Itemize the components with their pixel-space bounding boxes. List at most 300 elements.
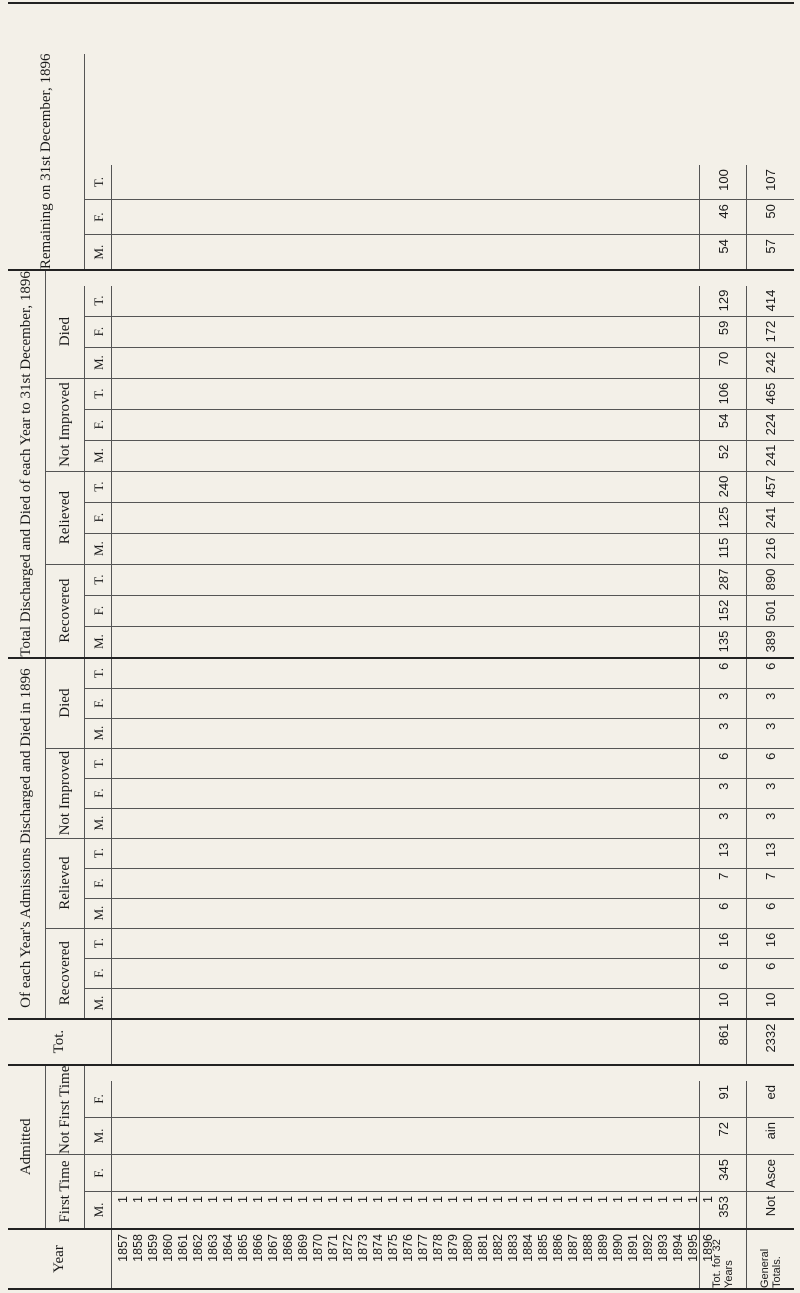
table-cell	[452, 1020, 467, 1064]
grand-total-cell: 6	[763, 752, 778, 760]
column-adm_notfirst_f	[85, 1081, 794, 1117]
table-cell	[655, 441, 670, 471]
table-cell	[612, 1118, 627, 1154]
table-cell	[174, 839, 189, 868]
table-cell	[655, 410, 670, 440]
table-cell: 1	[251, 1196, 265, 1203]
table-cell	[437, 317, 452, 347]
year-cell: 1894	[671, 1234, 686, 1262]
table-cell	[276, 1118, 291, 1154]
table-cell	[408, 627, 423, 657]
table-cell	[203, 839, 218, 868]
table-cell	[524, 689, 539, 718]
table-cell	[641, 534, 656, 564]
table-cell	[131, 1081, 146, 1117]
table-cell	[247, 959, 262, 988]
table-cell	[393, 235, 408, 269]
table-cell	[670, 869, 685, 898]
year-cell: 1871	[326, 1234, 341, 1262]
admitted-group-title: Admitted	[8, 1066, 46, 1228]
table-cell	[597, 596, 612, 626]
table-cell	[291, 959, 306, 988]
table-cell	[131, 869, 146, 898]
table-cell	[495, 1081, 510, 1117]
column-y_rel_m	[85, 898, 794, 928]
table-cell: 1	[431, 1196, 445, 1203]
table-cell	[116, 379, 131, 409]
table-cell	[364, 441, 379, 471]
table-cell	[262, 1081, 277, 1117]
table-cell	[131, 379, 146, 409]
table-cell	[262, 929, 277, 958]
subtotal-cell: 3	[700, 719, 747, 748]
table-cell	[276, 410, 291, 440]
table-cell	[116, 441, 131, 471]
table-cell	[291, 165, 306, 199]
table-cell	[189, 317, 204, 347]
table-cell	[160, 1081, 175, 1117]
year-cell: 1874	[371, 1234, 386, 1262]
table-cell	[641, 503, 656, 533]
table-cell	[423, 1020, 438, 1064]
table-cell	[335, 959, 350, 988]
table-cell	[233, 565, 248, 595]
table-cell	[189, 165, 204, 199]
table-cell	[495, 689, 510, 718]
table-cell	[189, 989, 204, 1018]
table-cell	[451, 689, 466, 718]
grand-total-cell: 13	[763, 842, 778, 858]
table-cell	[685, 659, 700, 688]
year-cell: 1888	[581, 1234, 596, 1262]
table-cell	[553, 503, 568, 533]
table-cell	[685, 379, 700, 409]
table-cell	[568, 317, 583, 347]
table-cell	[495, 989, 510, 1018]
table-cell	[524, 839, 539, 868]
table-cell	[335, 839, 350, 868]
table-cell	[320, 379, 335, 409]
table-cell	[393, 410, 408, 440]
table-cell	[553, 1081, 568, 1117]
table-cell	[233, 719, 248, 748]
table-cell	[349, 899, 364, 928]
table-cell	[116, 165, 131, 199]
table-cell	[495, 503, 510, 533]
table-cell	[145, 379, 160, 409]
table-cell	[437, 1020, 452, 1064]
table-cell: 1	[341, 1196, 355, 1203]
table-cell	[291, 1155, 306, 1191]
year-cell: 1863	[206, 1234, 221, 1262]
table-cell	[524, 1081, 539, 1117]
table-cell	[670, 534, 685, 564]
table-cell	[291, 200, 306, 234]
table-cell	[189, 689, 204, 718]
table-cell	[466, 899, 481, 928]
table-cell	[655, 1118, 670, 1154]
table-cell	[655, 869, 670, 898]
table-cell	[583, 317, 598, 347]
table-cell	[378, 839, 393, 868]
table-cell	[364, 1020, 379, 1064]
column-rem_f	[85, 199, 794, 234]
table-cell	[160, 929, 175, 958]
table-cell	[495, 472, 510, 502]
table-cell	[393, 317, 408, 347]
table-cell	[335, 869, 350, 898]
table-cell	[189, 503, 204, 533]
table-cell	[116, 596, 131, 626]
table-cell	[233, 929, 248, 958]
table-cell	[247, 899, 262, 928]
subheader-not_improved: Not Improved	[46, 749, 85, 838]
table-cell	[378, 929, 393, 958]
subtotal-cell: 3	[700, 809, 747, 838]
table-cell	[641, 1118, 656, 1154]
table-cell	[422, 200, 437, 234]
table-cell	[612, 659, 627, 688]
table-cell	[422, 779, 437, 808]
table-cell	[408, 689, 423, 718]
table-cell	[145, 959, 160, 988]
table-cell	[276, 809, 291, 838]
table-cell	[466, 989, 481, 1018]
table-cell	[145, 565, 160, 595]
table-cell	[626, 565, 641, 595]
table-cell	[291, 749, 306, 778]
table-cell	[568, 899, 583, 928]
table-cell	[466, 929, 481, 958]
table-cell	[116, 503, 131, 533]
table-cell	[378, 317, 393, 347]
letter-header: T.	[85, 165, 112, 199]
table-cell	[641, 1155, 656, 1191]
table-cell	[408, 959, 423, 988]
table-cell	[568, 1081, 583, 1117]
subtotal-cell: 240	[700, 472, 747, 502]
table-cell	[568, 565, 583, 595]
table-cell	[276, 565, 291, 595]
table-cell	[203, 1081, 218, 1117]
table-cell	[685, 235, 700, 269]
table-cell	[641, 719, 656, 748]
letter-header: F.	[85, 503, 112, 533]
table-cell	[466, 441, 481, 471]
table-cell	[539, 659, 554, 688]
table-cell	[422, 441, 437, 471]
year-cell: 1881	[476, 1234, 491, 1262]
table-cell	[685, 899, 700, 928]
letter-header: M.	[85, 627, 112, 657]
table-cell	[349, 379, 364, 409]
table-cell	[626, 472, 641, 502]
table-cell	[568, 441, 583, 471]
table-cell	[378, 779, 393, 808]
table-cell	[145, 809, 160, 838]
table-cell	[174, 899, 189, 928]
table-cell	[131, 1155, 146, 1191]
table-cell	[219, 1020, 234, 1064]
table-cell	[233, 1020, 248, 1064]
table-cell	[524, 749, 539, 778]
table-cell	[466, 749, 481, 778]
table-cell	[174, 379, 189, 409]
table-cell	[626, 989, 641, 1018]
table-cell	[480, 1118, 495, 1154]
table-cell	[320, 348, 335, 378]
table-cell	[495, 235, 510, 269]
table-cell	[262, 779, 277, 808]
table-cell	[510, 749, 525, 778]
table-cell	[218, 627, 233, 657]
table-cell	[320, 235, 335, 269]
table-cell: 1	[356, 1196, 370, 1203]
grand-total-cell: 501	[763, 599, 778, 622]
table-cell	[174, 1155, 189, 1191]
table-cell	[495, 1118, 510, 1154]
table-cell	[320, 286, 335, 316]
table-cell	[189, 959, 204, 988]
table-cell	[131, 839, 146, 868]
table-cell	[408, 472, 423, 502]
table-cell	[189, 1081, 204, 1117]
table-cell	[393, 929, 408, 958]
table-cell	[393, 596, 408, 626]
table-cell	[568, 809, 583, 838]
subtotal-cell: 353	[700, 1192, 747, 1228]
grand-total-cell: 241	[763, 506, 778, 529]
table-cell	[247, 1118, 262, 1154]
table-cell	[160, 503, 175, 533]
table-cell	[349, 348, 364, 378]
table-cell	[262, 627, 277, 657]
table-cell	[408, 1081, 423, 1117]
table-cell	[247, 779, 262, 808]
table-cell	[626, 1118, 641, 1154]
table-cell	[233, 534, 248, 564]
table-cell	[233, 410, 248, 440]
table-cell	[276, 659, 291, 688]
table-cell	[451, 627, 466, 657]
table-cell	[116, 235, 131, 269]
table-cell	[583, 472, 598, 502]
table-cell	[539, 749, 554, 778]
table-cell	[422, 749, 437, 778]
table-cell	[291, 441, 306, 471]
grand-total-cell: ain	[763, 1122, 778, 1140]
table-cell	[247, 1081, 262, 1117]
table-cell	[189, 348, 204, 378]
table-cell	[364, 839, 379, 868]
table-cell	[612, 534, 627, 564]
table-cell	[480, 286, 495, 316]
table-cell	[160, 659, 175, 688]
table-cell	[480, 1081, 495, 1117]
subheader-relieved: Relieved	[46, 472, 85, 564]
table-cell	[320, 503, 335, 533]
table-cell	[655, 317, 670, 347]
year-cell: 1885	[536, 1234, 551, 1262]
table-cell	[451, 348, 466, 378]
table-cell	[174, 627, 189, 657]
table-cell	[655, 1081, 670, 1117]
table-cell	[597, 959, 612, 988]
table-cell	[116, 200, 131, 234]
table-cell	[670, 565, 685, 595]
table-cell	[583, 899, 598, 928]
grand-total-cell: Not	[763, 1196, 778, 1217]
table-cell	[685, 989, 700, 1018]
table-cell	[437, 472, 452, 502]
table-cell	[480, 348, 495, 378]
table-cell	[335, 1020, 350, 1064]
table-cell	[524, 165, 539, 199]
table-cell	[408, 348, 423, 378]
column-y_d_t	[85, 659, 794, 688]
table-cell	[364, 596, 379, 626]
table-cell	[276, 379, 291, 409]
table-cell	[145, 235, 160, 269]
table-cell	[145, 1118, 160, 1154]
table-cell	[291, 379, 306, 409]
table-cell	[203, 689, 218, 718]
table-cell	[437, 779, 452, 808]
table-cell	[291, 839, 306, 868]
table-cell	[379, 1020, 394, 1064]
table-cell	[378, 989, 393, 1018]
table-cell	[655, 659, 670, 688]
table-cell	[306, 809, 321, 838]
table-cell: 1	[476, 1196, 490, 1203]
table-cell	[451, 165, 466, 199]
table-cell	[597, 989, 612, 1018]
table-cell	[233, 627, 248, 657]
subheader-not_first_time: Not First Time	[46, 1066, 85, 1154]
table-cell	[203, 565, 218, 595]
table-cell	[422, 689, 437, 718]
table-cell	[626, 348, 641, 378]
table-cell	[670, 779, 685, 808]
table-cell	[583, 1118, 598, 1154]
table-cell	[408, 749, 423, 778]
table-cell	[480, 959, 495, 988]
table-cell	[378, 596, 393, 626]
table-cell	[335, 1155, 350, 1191]
table-cell	[510, 348, 525, 378]
table-cell	[495, 596, 510, 626]
table-cell	[335, 719, 350, 748]
table-cell	[553, 1155, 568, 1191]
table-cell	[247, 989, 262, 1018]
table-cell	[291, 348, 306, 378]
table-cell	[553, 689, 568, 718]
admissions-table	[8, 2, 794, 1290]
table-cell	[291, 1020, 306, 1064]
table-cell	[466, 1020, 481, 1064]
year-cell: 1868	[281, 1234, 296, 1262]
table-cell	[276, 959, 291, 988]
table-cell	[495, 348, 510, 378]
table-cell	[524, 809, 539, 838]
table-cell	[364, 165, 379, 199]
table-cell	[203, 899, 218, 928]
table-cell	[626, 689, 641, 718]
table-cell	[510, 317, 525, 347]
table-cell	[641, 959, 656, 988]
table-cell	[160, 869, 175, 898]
table-cell	[378, 534, 393, 564]
table-cell	[451, 565, 466, 595]
table-cell	[480, 899, 495, 928]
table-cell	[218, 534, 233, 564]
table-cell	[160, 899, 175, 928]
table-cell	[655, 596, 670, 626]
table-cell	[291, 809, 306, 838]
table-cell	[583, 1081, 598, 1117]
table-cell	[568, 379, 583, 409]
table-cell	[553, 929, 568, 958]
table-cell	[320, 165, 335, 199]
table-cell	[364, 899, 379, 928]
table-cell	[306, 317, 321, 347]
table-cell	[277, 1020, 292, 1064]
table-cell	[583, 779, 598, 808]
table-cell	[612, 441, 627, 471]
table-cell: 1	[656, 1196, 670, 1203]
table-cell	[466, 410, 481, 440]
table-cell	[145, 869, 160, 898]
table-cell: 1	[686, 1196, 700, 1203]
table-cell	[160, 689, 175, 718]
table-cell	[218, 749, 233, 778]
table-cell	[408, 441, 423, 471]
table-cell	[247, 869, 262, 898]
table-cell	[364, 534, 379, 564]
table-cell	[422, 929, 437, 958]
column-t_rec_m	[85, 626, 794, 657]
grand-total-cell: 6	[763, 962, 778, 970]
table-cell	[583, 200, 598, 234]
table-cell	[247, 1155, 262, 1191]
table-cell	[641, 839, 656, 868]
table-cell	[203, 348, 218, 378]
table-cell	[539, 929, 554, 958]
table-cell	[393, 165, 408, 199]
table-cell	[641, 627, 656, 657]
table-cell: 1	[626, 1196, 640, 1203]
table-cell	[218, 348, 233, 378]
table-cell	[553, 749, 568, 778]
table-cell: 1	[311, 1196, 325, 1203]
table-cell	[480, 596, 495, 626]
table-cell	[349, 989, 364, 1018]
table-cell	[612, 379, 627, 409]
subtotal-cell: 6	[700, 749, 747, 778]
table-cell	[626, 627, 641, 657]
table-cell: 1	[116, 1196, 130, 1203]
table-cell	[145, 689, 160, 718]
table-cell	[393, 1020, 408, 1064]
table-cell	[568, 503, 583, 533]
column-t_rel_m	[85, 533, 794, 564]
table-cell: 1	[536, 1196, 550, 1203]
table-cell	[174, 441, 189, 471]
table-cell	[495, 317, 510, 347]
table-cell	[539, 200, 554, 234]
table-cell	[320, 899, 335, 928]
table-cell	[378, 165, 393, 199]
